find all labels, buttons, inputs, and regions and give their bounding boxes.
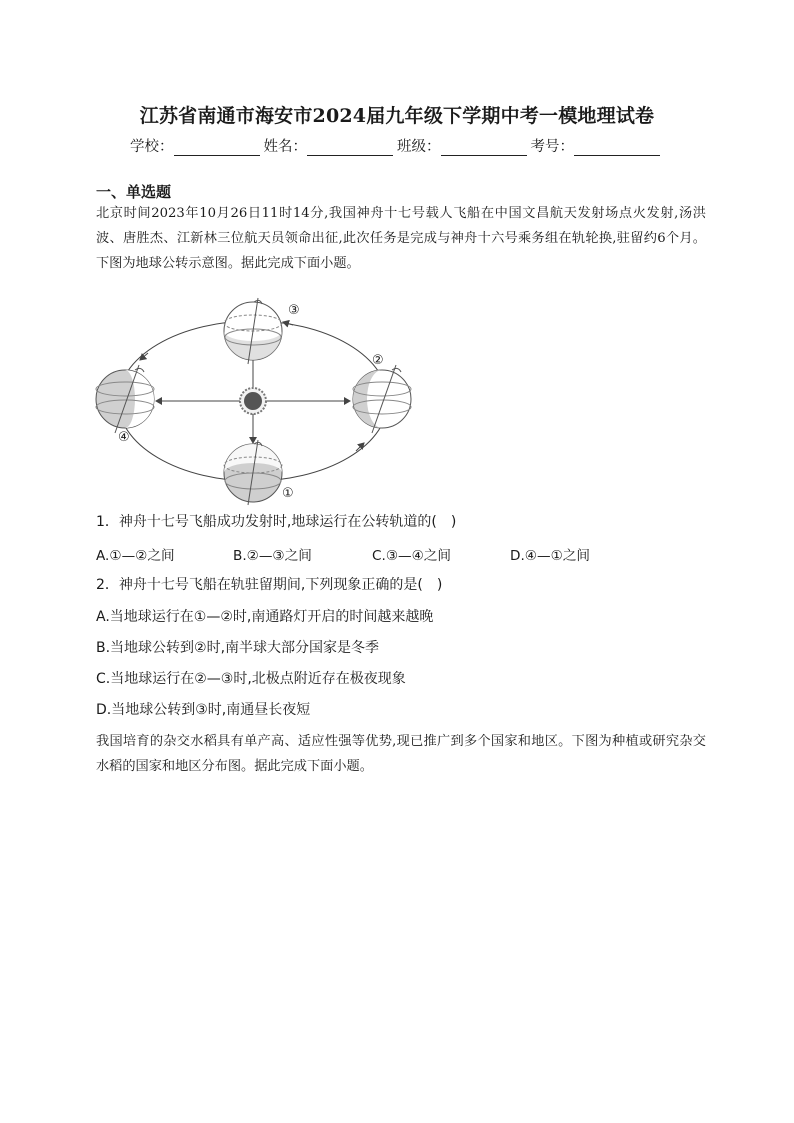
class-field[interactable] bbox=[397, 135, 531, 156]
name-label: 姓名： bbox=[263, 139, 307, 155]
class-label: 班级： bbox=[397, 139, 441, 155]
q1-option-c[interactable]: C.③—④之间 bbox=[372, 548, 451, 564]
school-blank[interactable] bbox=[174, 139, 260, 156]
q2-option-c[interactable]: C.当地球运行在②—③时,北极点附近存在极夜现象 bbox=[96, 671, 406, 687]
position-label-2: ② bbox=[372, 353, 384, 368]
passage-1: 北京时间2023年10月26日11时14分,我国神舟十七号载人飞船在中国文昌航天发射场点火发射,汤洪波、唐胜杰、江新林三位航天员领命出征,此次任务是完成与神舟十六号乘务组在轨轮换,驻留约6个月。下图为地球公转示意图。据此完成下面小题。 bbox=[96, 206, 706, 271]
sun-core bbox=[244, 392, 262, 410]
exam-number-field[interactable] bbox=[531, 135, 665, 156]
student-info-row bbox=[0, 135, 794, 156]
question-2-stem: 2．神舟十七号飞船在轨驻留期间,下列现象正确的是( ) bbox=[96, 577, 443, 593]
earth-globe-2 bbox=[353, 365, 411, 433]
earth-revolution-diagram bbox=[88, 293, 428, 508]
q2-option-b[interactable]: B.当地球公转到②时,南半球大部分国家是冬季 bbox=[96, 640, 380, 656]
position-label-3: ③ bbox=[288, 303, 300, 318]
class-blank[interactable] bbox=[441, 139, 527, 156]
earth-globe-3 bbox=[224, 298, 282, 364]
earth-globe-1 bbox=[224, 440, 282, 505]
q2-option-d[interactable]: D.当地球公转到③时,南通昼长夜短 bbox=[96, 702, 311, 718]
exam-number-blank[interactable] bbox=[574, 139, 660, 156]
position-label-4: ④ bbox=[118, 430, 130, 445]
position-label-1: ① bbox=[282, 486, 294, 501]
school-field[interactable] bbox=[130, 135, 264, 156]
exam-number-label: 考号： bbox=[530, 139, 574, 155]
q1-option-a[interactable]: A.①—②之间 bbox=[96, 548, 175, 564]
exam-title: 江苏省南通市海安市2024届九年级下学期中考一模地理试卷 bbox=[139, 105, 655, 127]
q1-option-b[interactable]: B.②—③之间 bbox=[233, 548, 312, 564]
name-field[interactable] bbox=[264, 135, 398, 156]
q1-option-d[interactable]: D.④—①之间 bbox=[510, 548, 590, 564]
name-blank[interactable] bbox=[307, 139, 393, 156]
question-1-stem: 1．神舟十七号飞船成功发射时,地球运行在公转轨道的( ) bbox=[96, 514, 457, 530]
school-label: 学校： bbox=[130, 139, 174, 155]
earth-globe-4 bbox=[96, 365, 154, 433]
q2-option-a[interactable]: A.当地球运行在①—②时,南通路灯开启的时间越来越晚 bbox=[96, 609, 434, 625]
section-heading: 一、单选题 bbox=[96, 183, 172, 201]
passage-2: 我国培育的杂交水稻具有单产高、适应性强等优势,现已推广到多个国家和地区。下图为种植或研究杂交水稻的国家和地区分布图。据此完成下面小题。 bbox=[96, 734, 706, 774]
